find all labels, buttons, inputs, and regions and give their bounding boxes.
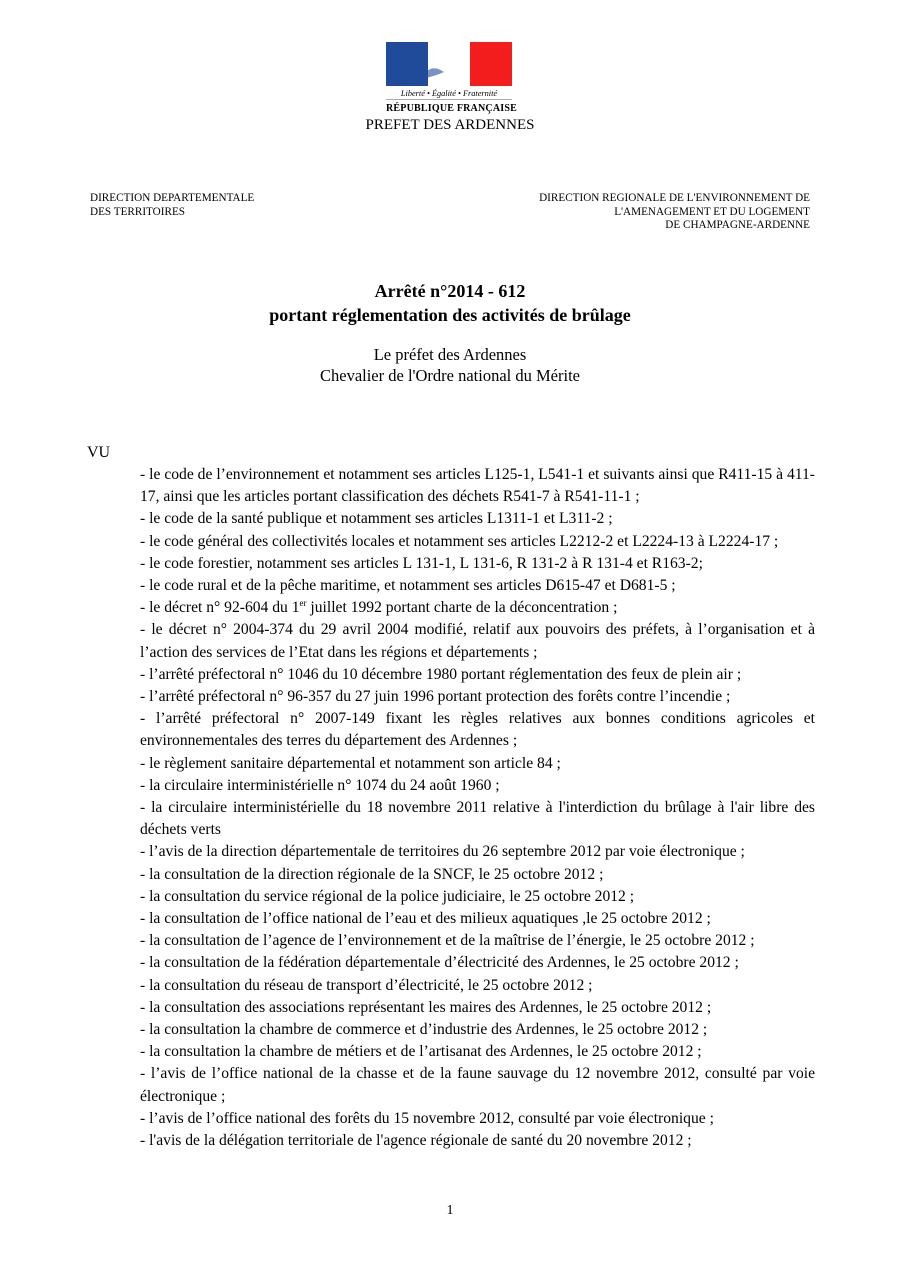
list-item-text: - le code rural et de la pêche maritime, et notamment ses articles D615-47 et D681-5 ; <box>140 577 676 595</box>
list-item-text: - l’arrêté préfectoral n° 96-357 du 27 juin 1996 portant protection des forêts contre l’incendie ; <box>140 688 731 706</box>
list-item <box>140 464 815 508</box>
prefect-line: Le préfet des Ardennes <box>373 345 527 364</box>
list-item <box>140 1041 815 1063</box>
list-item-text: - le code général des collectivités locales et notamment ses articles L2212-2 et L2224-13 à L2224-17 ; <box>140 532 779 550</box>
direction-right <box>539 192 810 233</box>
list-item <box>140 775 815 797</box>
list-item <box>140 1130 815 1152</box>
list-item <box>140 619 815 663</box>
list-item-text: - la consultation du service régional de la police judiciaire, le 25 octobre 2012 ; <box>140 887 635 905</box>
title-line: portant réglementation des activités de brûlage <box>269 305 631 325</box>
vu-label: VU <box>87 444 111 461</box>
list-item <box>140 508 815 530</box>
document-title <box>0 279 900 327</box>
list-item <box>140 952 815 974</box>
list-item-text: juillet 1992 portant charte de la déconcentration ; <box>306 599 618 617</box>
list-item-text: - le décret n° 2004-374 du 29 avril 2004 modifié, relatif aux pouvoirs des préfets, à l’organisation et à l’action des services de l’Etat dans les régions et départements ; <box>140 621 815 661</box>
direction-left-line: DIRECTION DEPARTEMENTALE <box>90 192 255 204</box>
list-item <box>140 1063 815 1107</box>
list-item <box>140 864 815 886</box>
direction-right-line: DE CHAMPAGNE-ARDENNE <box>665 219 810 231</box>
list-item-text: - la circulaire interministérielle n° 1074 du 24 août 1960 ; <box>140 776 500 794</box>
list-item-text: - la consultation de la fédération départementale d’électricité des Ardennes, le 25 octobre 2012 ; <box>140 954 739 972</box>
list-item <box>140 975 815 997</box>
direction-left <box>90 192 254 219</box>
list-item <box>140 841 815 863</box>
list-item-text: - le règlement sanitaire départemental et notamment son article 84 ; <box>140 754 561 772</box>
list-item <box>140 531 815 553</box>
direction-left-line: DES TERRITOIRES <box>90 205 186 218</box>
list-item <box>140 553 815 575</box>
list-item-text: - le code forestier, notamment ses articles L 131-1, L 131-6, R 131-2 à R 131-4 et R163-2; <box>140 554 703 572</box>
list-item <box>140 797 815 841</box>
list-item-text: - le décret n° 92-604 du 1 <box>140 599 300 617</box>
list-item-text: - la consultation des associations représentant les maires des Ardennes, le 25 octobre 2012 ; <box>140 998 712 1016</box>
list-item-text: - la consultation la chambre de métiers et de l’artisanat des Ardennes, le 25 octobre 2012 ; <box>140 1043 702 1061</box>
list-item-text: - l’avis de l’office national de la chasse et de la faune sauvage du 12 novembre 2012, consulté par voie électronique ; <box>140 1065 815 1105</box>
list-item-text: - l’avis de l’office national des forêts du 15 novembre 2012, consulté par voie électronique ; <box>140 1109 714 1127</box>
prefect-title <box>0 344 900 386</box>
list-item-text: - le code de la santé publique et notamment ses articles L1311-1 et L311-2 ; <box>140 510 613 528</box>
list-item <box>140 1019 815 1041</box>
list-item-text: - l’avis de la direction départementale de territoires du 26 septembre 2012 par voie électronique ; <box>140 843 745 861</box>
list-item <box>140 997 815 1019</box>
direction-right-line: L'AMENAGEMENT ET DU LOGEMENT <box>614 205 810 218</box>
list-item <box>140 930 815 952</box>
prefecture-name: PREFET DES ARDENNES <box>365 117 535 133</box>
list-item <box>140 886 815 908</box>
list-item-text: - la circulaire interministérielle du 18 novembre 2011 relative à l'interdiction du brûlage à l'air libre des déchets verts <box>140 799 815 839</box>
republique-francaise-logo <box>386 42 517 114</box>
list-item-text: - la consultation de l’office national de l’eau et des milieux aquatiques ,le 25 octobre 2012 ; <box>140 910 711 928</box>
list-item-text: - la consultation de l’agence de l’environnement et de la maîtrise de l’énergie, le 25 octobre 2012 ; <box>140 932 755 950</box>
list-item-text: - l’arrêté préfectoral n° 2007-149 fixant les règles relatives aux bonnes conditions agricoles et environnementales des terres du département des Ardennes ; <box>140 710 815 750</box>
list-item <box>140 575 815 597</box>
marianne-flag-logo <box>386 42 512 86</box>
motto: Liberté • Égalité • Fraternité <box>386 89 512 100</box>
list-item-text: - la consultation la chambre de commerce et d’industrie des Ardennes, le 25 octobre 2012 ; <box>140 1021 708 1039</box>
republic-name: RÉPUBLIQUE FRANÇAISE <box>386 103 517 114</box>
prefect-line: Chevalier de l'Ordre national du Mérite <box>319 366 580 385</box>
list-item <box>140 708 815 752</box>
list-item <box>140 1108 815 1130</box>
list-item <box>140 597 815 619</box>
list-item <box>140 686 815 708</box>
list-item <box>140 753 815 775</box>
direction-right-line: DIRECTION REGIONALE DE L'ENVIRONNEMENT DE <box>539 192 810 204</box>
list-item-text: - le code de l’environnement et notamment ses articles L125-1, L541-1 et suivants ainsi que R411-15 à 411-17, ainsi que les articles portant classification des déchets R541-7 à R541-11-1 ; <box>140 466 815 506</box>
title-line: Arrêté n°2014 - 612 <box>374 281 526 301</box>
list-item-text: - la consultation de la direction régionale de la SNCF, le 25 octobre 2012 ; <box>140 865 604 883</box>
list-item <box>140 908 815 930</box>
list-item-text: - la consultation du réseau de transport d’électricité, le 25 octobre 2012 ; <box>140 976 593 994</box>
vu-list <box>140 464 815 1152</box>
list-item <box>140 664 815 686</box>
superscript: er <box>299 598 307 609</box>
list-item-text: - l’arrêté préfectoral n° 1046 du 10 décembre 1980 portant réglementation des feux de plein air ; <box>140 665 742 683</box>
list-item-text: - l'avis de la délégation territoriale de l'agence régionale de santé du 20 novembre 2012 ; <box>140 1132 692 1150</box>
page-number: 1 <box>446 1203 454 1218</box>
